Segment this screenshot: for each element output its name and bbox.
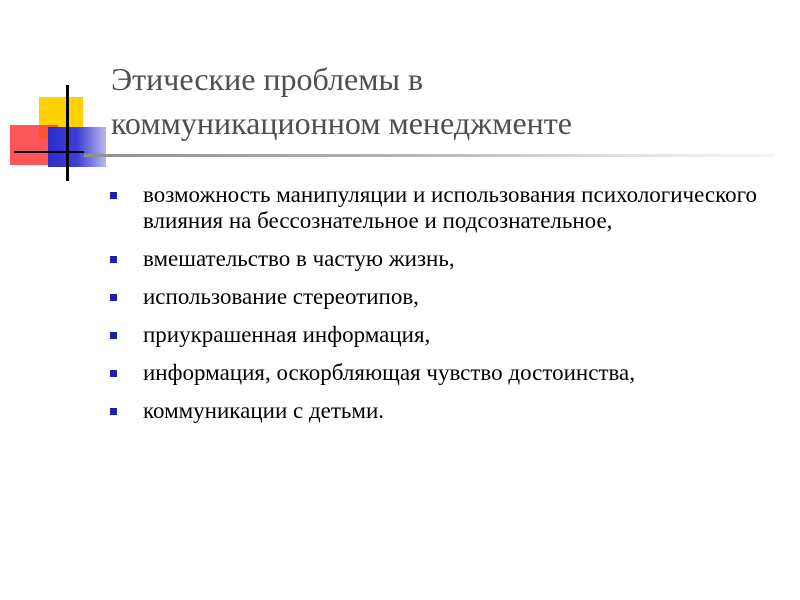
bullet-text: возможность манипуляции и использования психологического влияния на бессознательное и подсознательное, xyxy=(143,182,757,233)
color-squares-logo xyxy=(0,0,120,190)
square-bullet-icon xyxy=(110,256,117,263)
slide-title xyxy=(111,57,771,145)
square-bullet-icon xyxy=(110,408,117,415)
bullet-text: приукрашенная информация, xyxy=(143,322,431,347)
square-bullet-icon xyxy=(110,294,117,301)
square-bullet-icon xyxy=(110,370,117,377)
square-bullet-icon xyxy=(110,192,117,199)
logo-horizontal-line xyxy=(14,151,84,153)
bullet-item xyxy=(108,246,768,272)
title-divider xyxy=(84,154,774,157)
square-bullet-icon xyxy=(110,332,117,339)
bullet-text: вмешательство в частую жизнь, xyxy=(143,246,455,271)
blue-square xyxy=(48,127,106,167)
bullet-text: коммуникации с детьми. xyxy=(143,398,385,423)
bullet-item xyxy=(108,182,768,234)
bullet-item xyxy=(108,360,768,386)
slide-title-line-2: коммуникационном менеджменте xyxy=(111,105,572,141)
bullet-text: использование стереотипов, xyxy=(143,284,419,309)
logo-vertical-line xyxy=(66,85,69,181)
slide-title-line-1: Этические проблемы в xyxy=(111,61,424,97)
bullet-item xyxy=(108,322,768,348)
bullet-item xyxy=(108,284,768,310)
bullet-item xyxy=(108,398,768,424)
bullet-text: информация, оскорбляющая чувство достоинства, xyxy=(143,360,636,385)
bullet-list xyxy=(108,182,768,436)
